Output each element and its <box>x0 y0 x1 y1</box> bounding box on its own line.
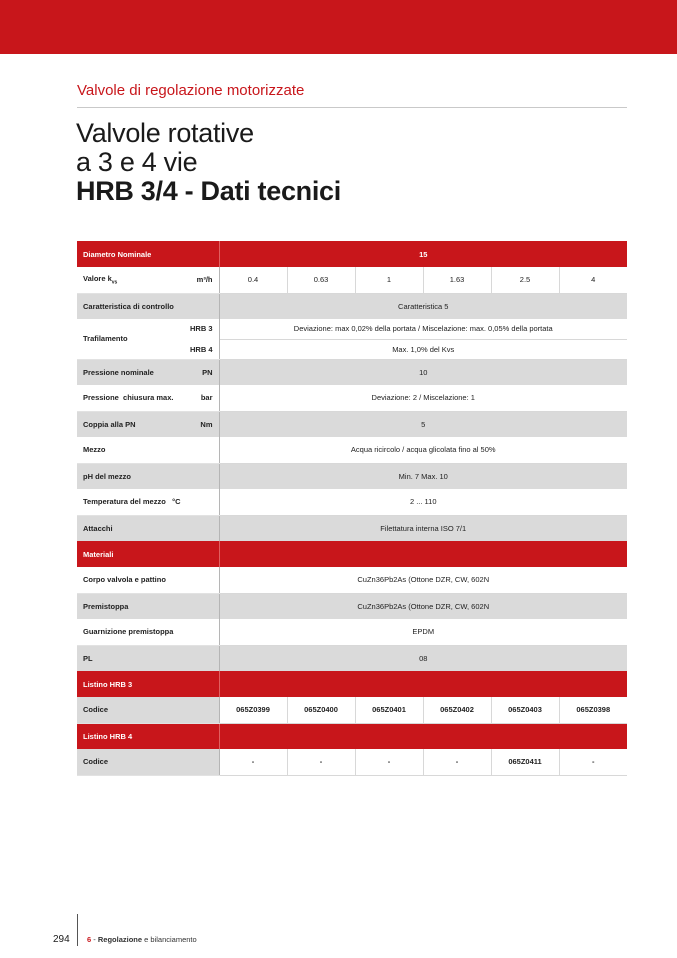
top-red-band <box>0 0 677 54</box>
value-mezzo: Acqua ricircolo / acqua glicolata fino al 50% <box>219 437 627 463</box>
product-code: 065Z0400 <box>287 697 355 723</box>
label-premistoppa: Premistoppa <box>77 593 219 619</box>
label-listino-hrb3: Listino HRB 3 <box>77 671 219 697</box>
product-code: 065Z0411 <box>491 749 559 775</box>
row-pressione-nominale <box>77 359 627 385</box>
label-temperatura: Temperatura del mezzo °C <box>77 489 219 515</box>
product-code: - <box>559 749 627 775</box>
value-pressione-nominale: 10 <box>219 359 627 385</box>
row-pl <box>77 645 627 671</box>
title-line-3: HRB 3/4 - Dati tecnici <box>76 176 341 206</box>
product-code: - <box>287 749 355 775</box>
chapter-title-rest: e bilanciamento <box>144 935 197 944</box>
chapter-title-bold: Regolazione <box>97 935 143 944</box>
footer-chapter <box>87 935 197 944</box>
kvs-value: 1 <box>355 267 423 293</box>
row-diametro <box>77 241 627 267</box>
row-codice-hrb4 <box>77 749 627 775</box>
product-code: 065Z0399 <box>219 697 287 723</box>
value-trafilamento-hrb3: Deviazione: max 0,02% della portata / Miscelazione: max. 0,05% della portata <box>219 319 627 339</box>
row-mezzo <box>77 437 627 463</box>
label-diametro: Diametro Nominale <box>77 241 219 267</box>
row-valore-k <box>77 267 627 293</box>
label-trafilamento: Trafilamento HRB 3 HRB 4 <box>77 319 219 359</box>
value-pressione-chiusura: Deviazione: 2 / Miscelazione: 1 <box>219 385 627 411</box>
kvs-value: 0.63 <box>287 267 355 293</box>
product-code: 065Z0403 <box>491 697 559 723</box>
product-code: - <box>423 749 491 775</box>
label-valore-k-sub: vs <box>111 279 118 286</box>
value-trafilamento-hrb4: Max. 1,0% del Kvs <box>219 339 627 359</box>
label-guarnizione: Guarnizione premistoppa <box>77 619 219 645</box>
row-temperatura <box>77 489 627 515</box>
label-codice-hrb3: Codice <box>77 697 219 723</box>
unit-valore-k: m³/h <box>196 275 213 285</box>
listino-hrb4-fill <box>219 723 627 749</box>
row-listino-hrb3 <box>77 671 627 697</box>
row-coppia <box>77 411 627 437</box>
chapter-separator: - <box>93 935 96 944</box>
value-attacchi: Filettatura interna ISO 7/1 <box>219 515 627 541</box>
value-pl: 08 <box>219 645 627 671</box>
label-materiali: Materiali <box>77 541 219 567</box>
kvs-value: 2.5 <box>491 267 559 293</box>
section-title: Valvole di regolazione motorizzate <box>77 82 305 99</box>
label-caratteristica: Caratteristica di controllo <box>77 293 219 319</box>
technical-data-table <box>77 241 627 776</box>
row-ph <box>77 463 627 489</box>
row-caratteristica <box>77 293 627 319</box>
row-pressione-chiusura <box>77 385 627 411</box>
title-divider <box>77 107 627 108</box>
chapter-number: 6 <box>87 935 92 944</box>
label-hrb3: HRB 3 <box>189 323 213 333</box>
row-listino-hrb4 <box>77 723 627 749</box>
materiali-header-fill <box>219 541 627 567</box>
label-ph: pH del mezzo <box>77 463 219 489</box>
label-codice-hrb4: Codice <box>77 749 219 775</box>
title-line-2: a 3 e 4 vie <box>76 147 198 177</box>
value-ph: Min. 7 Max. 10 <box>219 463 627 489</box>
label-attacchi: Attacchi <box>77 515 219 541</box>
value-diametro: 15 <box>219 241 627 267</box>
value-temperatura: 2 ... 110 <box>219 489 627 515</box>
page-title <box>76 119 341 206</box>
row-materiali-header <box>77 541 627 567</box>
label-coppia: Coppia alla PN Nm <box>77 411 219 437</box>
kvs-value: 1.63 <box>423 267 491 293</box>
row-guarnizione <box>77 619 627 645</box>
label-listino-hrb4: Listino HRB 4 <box>77 723 219 749</box>
label-mezzo: Mezzo <box>77 437 219 463</box>
footer-divider <box>77 914 78 946</box>
label-pl: PL <box>77 645 219 671</box>
row-corpo <box>77 567 627 593</box>
product-code: - <box>355 749 423 775</box>
label-valore-k: Valore $k_{vs}$ m³/h <box>77 267 219 293</box>
label-hrb4: HRB 4 <box>189 344 213 354</box>
row-codice-hrb3 <box>77 697 627 723</box>
value-guarnizione: EPDM <box>219 619 627 645</box>
row-trafilamento-hrb3 <box>77 319 627 339</box>
product-code: 065Z0402 <box>423 697 491 723</box>
label-corpo: Corpo valvola e pattino <box>77 567 219 593</box>
listino-hrb3-fill <box>219 671 627 697</box>
kvs-value: 0.4 <box>219 267 287 293</box>
value-corpo: CuZn36Pb2As (Ottone DZR, CW, 602N <box>219 567 627 593</box>
kvs-value: 4 <box>559 267 627 293</box>
row-attacchi <box>77 515 627 541</box>
value-caratteristica: Caratteristica 5 <box>219 293 627 319</box>
page-number: 294 <box>53 934 70 945</box>
value-premistoppa: CuZn36Pb2As (Ottone DZR, CW, 602N <box>219 593 627 619</box>
label-pressione-nominale: Pressione nominale PN <box>77 359 219 385</box>
product-code: 065Z0398 <box>559 697 627 723</box>
product-code: 065Z0401 <box>355 697 423 723</box>
value-coppia: 5 <box>219 411 627 437</box>
title-line-1: Valvole rotative <box>76 118 254 148</box>
product-code: - <box>219 749 287 775</box>
row-premistoppa <box>77 593 627 619</box>
label-pressione-chiusura: Pressione chiusura max. bar <box>77 385 219 411</box>
